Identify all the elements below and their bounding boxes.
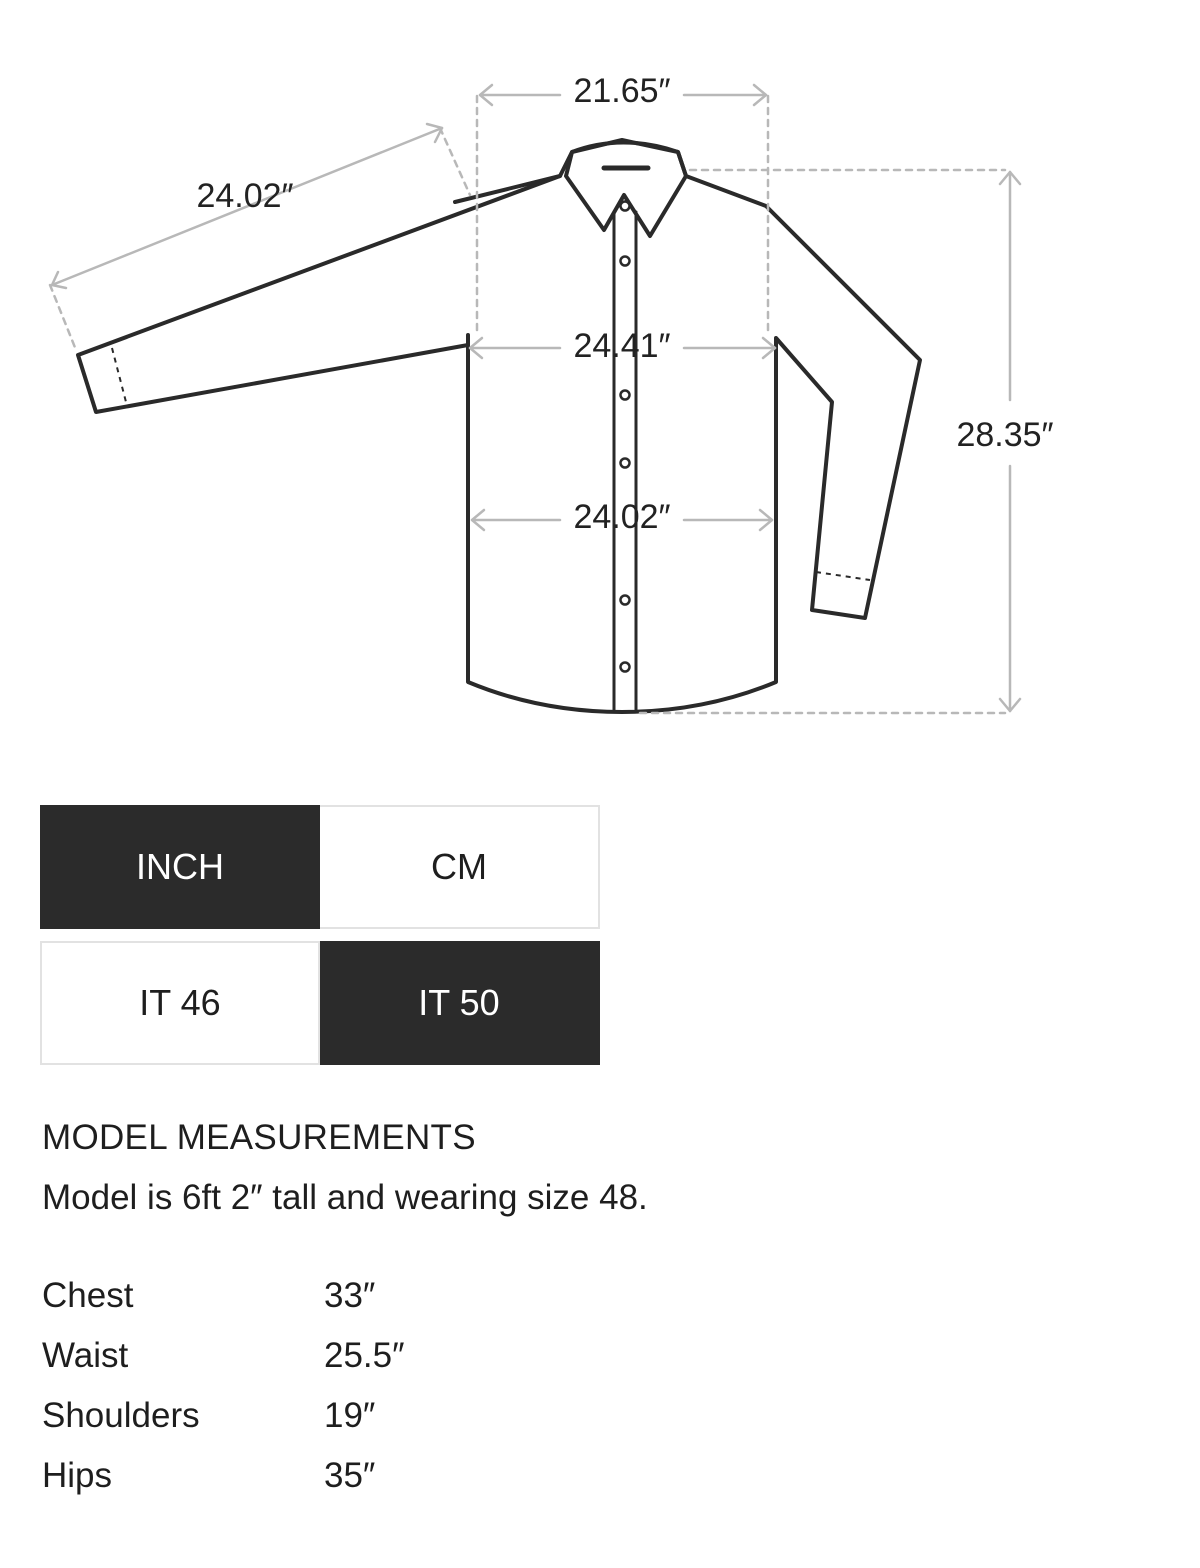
model-measurements-table [42, 1266, 405, 1506]
shoulder-measurement-label: 21.65″ [573, 72, 671, 110]
measurement-label: Hips [42, 1456, 113, 1495]
unit-option-cm[interactable]: CM [320, 805, 600, 929]
table-row [42, 1386, 405, 1446]
length-measurement-label: 28.35″ [956, 416, 1054, 454]
collar-outline [566, 143, 686, 237]
model-size-note: Model is 6ft 2″ tall and wearing size 48. [42, 1178, 648, 1217]
measurement-label: Shoulders [42, 1396, 200, 1435]
size-option-it-50[interactable]: IT 50 [320, 941, 600, 1065]
size-option-it-46[interactable]: IT 46 [40, 941, 320, 1065]
button-icon [621, 596, 630, 605]
sleeve-measurement-label: 24.02″ [196, 177, 294, 215]
table-row [42, 1266, 405, 1326]
shirt-buttons [621, 202, 630, 672]
button-icon [621, 459, 630, 468]
table-row [42, 1446, 405, 1506]
button-icon [621, 257, 630, 266]
chest-measurement-label: 24.41″ [573, 327, 671, 365]
model-measurements-heading: MODEL MEASUREMENTS [42, 1118, 476, 1157]
button-icon [621, 391, 630, 400]
size-toggle [40, 941, 600, 1065]
cuff-seams [112, 348, 870, 580]
measurement-label: Chest [42, 1276, 134, 1315]
measurement-value: 35″ [324, 1456, 376, 1495]
button-icon [621, 202, 630, 211]
waist-measurement-label: 24.02″ [573, 498, 671, 536]
left-sleeve-outline [78, 176, 560, 412]
table-row [42, 1326, 405, 1386]
button-icon [621, 663, 630, 672]
shirt-measurement-diagram [0, 0, 1200, 760]
unit-option-inch[interactable]: INCH [40, 805, 320, 929]
measurement-value: 19″ [324, 1396, 376, 1435]
measurement-value: 25.5″ [324, 1336, 405, 1375]
unit-toggle [40, 805, 600, 929]
measurement-value: 33″ [324, 1276, 376, 1315]
shirt-outline [78, 140, 920, 712]
measurement-label: Waist [42, 1336, 129, 1375]
shirt-body-outline [455, 140, 920, 712]
